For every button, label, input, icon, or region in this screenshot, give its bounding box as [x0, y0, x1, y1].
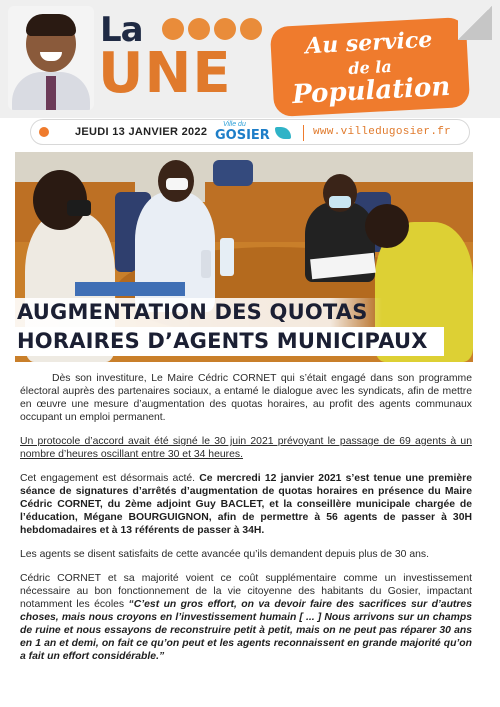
paragraph-investment: [20, 572, 472, 663]
paragraph-protocol: Un protocole d’accord avait été signé le 30 juin 2021 prévoyant le passage de 69 agents à un nombre d’heures oscillant entre 30 et 34 heures.: [20, 436, 472, 460]
wave-icon: [275, 127, 291, 139]
headline-line-2: HORAIRES D’AGENTS MUNICIPAUX: [15, 327, 444, 356]
logo-dots: [162, 18, 262, 40]
mayor-quote: “C’est un gros effort, on va devoir faire des sacrifices sur d’autres choses, mais nous croyons en l’investissement humain [ ... ] Nous arrivons sur un champs de ruine et nous essayons de reconstruire petit à petit, mais on ne peut pas réparer 30 ans en 1 an et demi, on fait ce qu’on peut et les agents reconnaissent en grande majorité qu’on a fait un effort considérable.”: [20, 599, 472, 662]
logo-la: La: [100, 10, 143, 50]
masthead: [0, 0, 500, 118]
bullet-icon: [39, 127, 49, 137]
article-body: [20, 372, 472, 674]
headline: [15, 298, 473, 356]
signature-details: Ce mercredi 12 janvier 2021 s’est tenue une première séance de signatures d’arrêtés d’augmentation de quotas horaires en présence du Maire Cédric CORNET, du 2ème adjoint Guy BACLET, et la conseillère municipale chargée de l’éducation, Mégane BOURGUIGNON, afin de permettre à 56 agents de passer à 30H hebdomadaires et à 13 référents de passer à 34H.: [20, 473, 472, 536]
date-bar: [30, 119, 470, 145]
page-curl-icon: [458, 6, 492, 40]
service-line-3: Population: [291, 71, 451, 111]
divider: [303, 125, 304, 141]
logo-ville-text: Ville du: [223, 121, 246, 128]
service-line-1: Au service: [304, 26, 433, 60]
investment-lead: Cédric CORNET et sa majorité voient ce coût supplémentaire comme un investissement nécessaire au bon fonctionnement de la vie citoyenne des habitants du Gosier, impactant notamment les écoles: [20, 573, 472, 610]
signature-lead: Cet engagement est désormais acté.: [20, 473, 200, 484]
paragraph-satisfaction: Les agents se disent satisfaits de cette avancée qu’ils demandent depuis plus de 30 ans.: [20, 549, 429, 560]
gosier-logo: [207, 121, 295, 143]
logo-une: UNE: [98, 41, 232, 106]
service-line-2: de la: [347, 56, 393, 79]
paragraph-intro: Dès son investiture, Le Maire Cédric CORNET qui s’était engagé dans son programme électoral auprès des partenaires sociaux, a entamé le dialogue avec les syndicats, afin de mettre en œuvre une mesure d’augmentation des quotas horaires, au profit des agents communaux occupant un emploi permanent.: [20, 373, 472, 423]
headline-line-1: AUGMENTATION DES QUOTAS: [15, 298, 382, 327]
issue-date: JEUDI 13 JANVIER 2022: [75, 126, 208, 138]
mayor-portrait: [8, 6, 94, 110]
website-link[interactable]: www.villedugosier.fr: [313, 126, 452, 138]
logo-gosier-text: GOSIER: [215, 128, 270, 143]
paragraph-signature: [20, 472, 472, 537]
service-banner: [270, 17, 470, 117]
